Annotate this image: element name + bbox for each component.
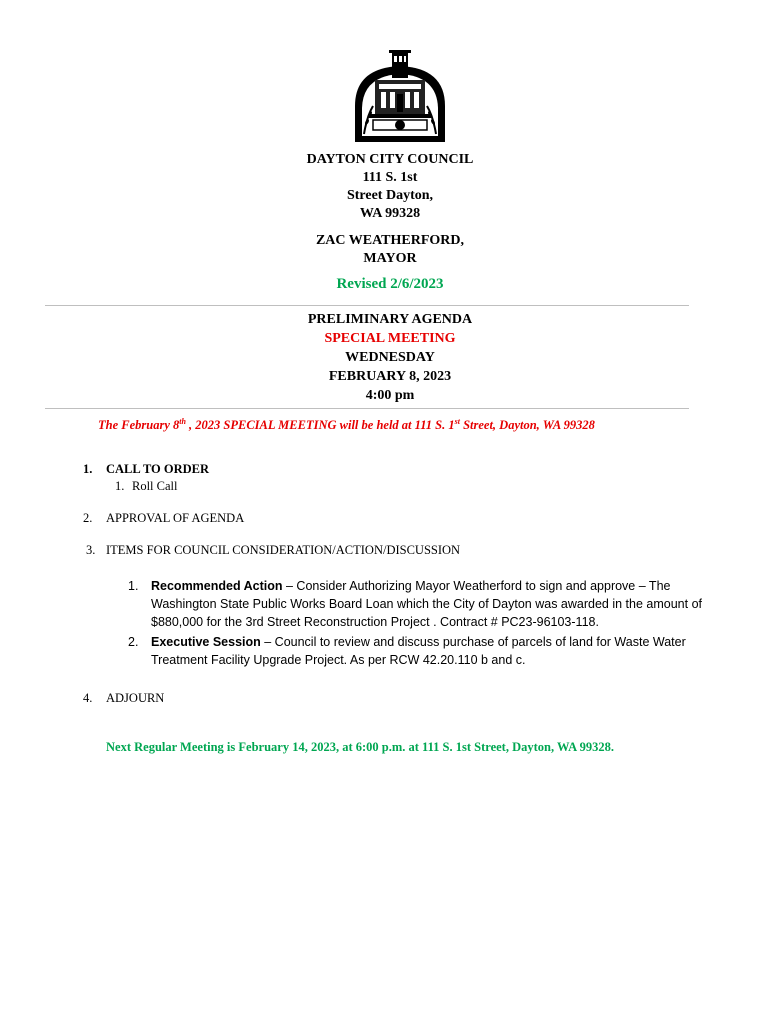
agenda-subitem-1-1: 1. Roll Call (115, 479, 178, 493)
council-name: DAYTON CITY COUNCIL (306, 152, 474, 167)
council-header (270, 151, 510, 223)
meeting-time: 4:00 pm (365, 388, 415, 403)
address-line-1: 111 S. 1st (362, 170, 418, 185)
city-seal-icon (351, 50, 449, 146)
meeting-location-notice: The February 8th , 2023 SPECIAL MEETING will be held at 111 S. 1st Street, Dayton, WA 99328 (98, 416, 595, 432)
executive-session-label: Executive Session (151, 635, 261, 649)
address-line-3: WA 99328 (359, 206, 421, 221)
recommended-action-label: Recommended Action (151, 579, 283, 593)
address-line-2: Street Dayton, (346, 188, 434, 203)
revised-date: Revised 2/6/2023 (336, 276, 444, 292)
agenda-title: PRELIMINARY AGENDA (307, 312, 473, 327)
meeting-type: SPECIAL MEETING (324, 331, 456, 346)
agenda-subitem-3-2: 2. Executive Session – Council to review and discuss purchase of parcels of land for Waste Water Treatment Facility Upgrade Project. As per RCW 42.20.110 b and c. (128, 635, 686, 667)
mayor-title: MAYOR (363, 251, 417, 266)
mayor-block (270, 232, 510, 268)
meeting-date: FEBRUARY 8, 2023 (328, 369, 452, 384)
next-meeting-notice: Next Regular Meeting is February 14, 2023, at 6:00 p.m. at 111 S. 1st Street, Dayton, WA 99328. (106, 740, 614, 754)
divider-bottom (45, 408, 689, 409)
divider-top (45, 305, 689, 306)
city-seal-logo (351, 50, 449, 146)
mayor-name: ZAC WEATHERFORD, (315, 233, 465, 248)
agenda-item-2: 2. APPROVAL OF AGENDA (83, 511, 245, 525)
meeting-day: WEDNESDAY (345, 350, 435, 365)
item-label: CALL TO ORDER (106, 462, 210, 476)
agenda-item-3: 3. ITEMS FOR COUNCIL CONSIDERATION/ACTION/DISCUSSION (86, 543, 461, 557)
agenda-header (270, 310, 510, 405)
agenda-item-4: 4. ADJOURN (83, 691, 165, 705)
item-number: 1. (83, 462, 93, 476)
agenda-subitem-3-1: 1. Recommended Action – Consider Authorizing Mayor Weatherford to sign and approve – The Washington State Public Works Board Loan which the City of Dayton was awarded in the amount of $880,000 for the 3rd Street Reconstruction Project . Contract # PC23-96103-118. (128, 579, 702, 629)
agenda-item-1 (83, 461, 209, 477)
